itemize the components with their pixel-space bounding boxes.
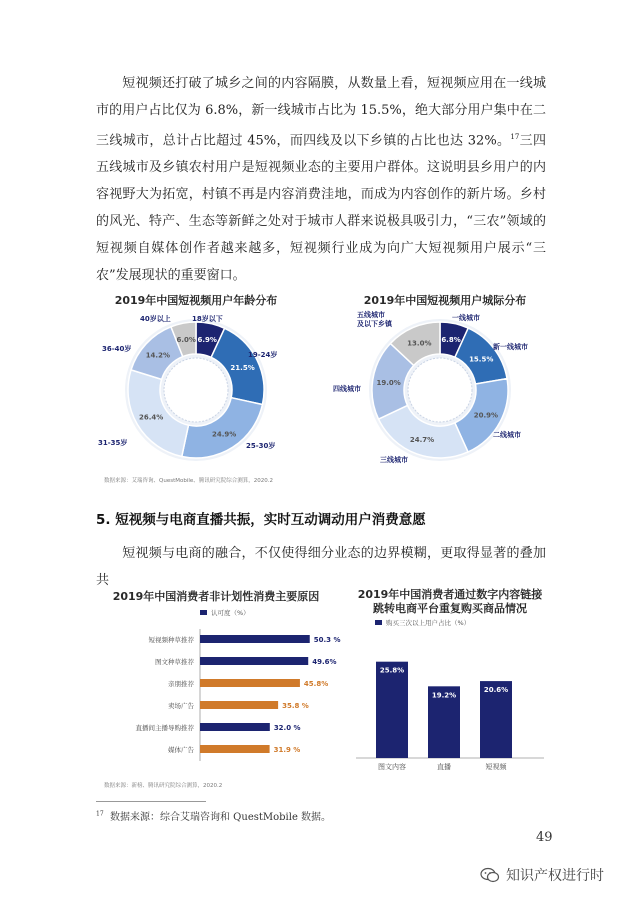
slice-value-label: 14.2%: [145, 351, 170, 360]
slice-value-label: 26.4%: [138, 413, 164, 422]
slice-value-label: 21.5%: [230, 363, 255, 372]
category-label: 40岁以上: [140, 315, 171, 323]
category-label: 四线城市: [333, 385, 361, 393]
reason-bar: [200, 723, 270, 731]
age-chart-title: 2019年中国短视频用户年龄分布: [114, 294, 278, 307]
legend-swatch: [375, 620, 382, 625]
repurchase-category-label: 短视频: [485, 763, 507, 771]
reason-value-label: 50.3 %: [313, 636, 341, 644]
reasons-bar-chart: [96, 625, 341, 770]
reason-category-label: 短视频种草推荐: [148, 636, 194, 644]
slice-value-label: 24.9%: [212, 430, 237, 439]
slice-value-label: 24.7%: [409, 435, 435, 444]
paragraph-ecommerce: 短视频与电商的融合，不仅使得细分业态的边界模糊，更取得显著的叠加共: [96, 546, 546, 588]
reason-category-label: 卖场广告: [168, 702, 194, 710]
category-label: 25-30岁: [246, 442, 276, 450]
reason-category-label: 媒体广告: [168, 746, 194, 754]
reason-value-label: 35.8 %: [282, 702, 309, 710]
repurchase-chart-title: 2019年中国消费者通过数字内容链接 跳转电商平台重复购买商品情况: [357, 588, 543, 615]
donut-center: [413, 363, 467, 417]
reasons-chart-source: 数据来源：新榜、腾讯研究院综合测算，2020.2: [104, 783, 223, 789]
age-chart-source: 数据来源：艾瑞咨询、QuestMobile、腾讯研究院综合测算，2020.2: [104, 478, 274, 484]
section-heading: 5. 短视频与电商直播共振，实时互动调动用户消费意愿: [96, 512, 426, 528]
repurchase-value-label: 25.8%: [379, 666, 405, 675]
category-label: 新一线城市: [493, 343, 528, 351]
reason-value-label: 32.0 %: [273, 724, 301, 732]
repurchase-bar-chart: [350, 630, 550, 775]
reason-value-label: 49.6%: [312, 658, 337, 666]
repurchase-bar: [376, 662, 408, 758]
reason-value-label: 45.8%: [303, 680, 329, 688]
footnote: $^{17}$ 数据来源：综合艾瑞咨询和 QuestMobile 数据。: [96, 810, 332, 823]
repurchase-category-label: 图文内容: [378, 763, 406, 771]
age-donut-chart: [96, 305, 296, 470]
slice-value-label: 19.0%: [376, 378, 401, 387]
slice-value-label: 13.0%: [407, 339, 432, 348]
repurchase-value-label: 20.6%: [483, 686, 509, 695]
reasons-chart-title: 2019年中国消费者非计划性消费主要原因: [112, 590, 320, 603]
reason-bar: [200, 679, 300, 687]
category-label: 三线城市: [380, 456, 408, 464]
repurchase-legend: 购买三次以上用户占比（%）: [375, 618, 470, 627]
reason-bar: [200, 635, 310, 643]
category-label: 36-40岁: [102, 345, 132, 353]
wechat-icon: [480, 867, 500, 883]
reason-bar: [200, 745, 270, 753]
reason-bar: [200, 657, 308, 665]
slice-value-label: 6.9%: [197, 336, 217, 345]
paragraph-city-rural: 短视频还打破了城乡之间的内容隔膜，从数量上看，短视频应用在一线城市的用户占比仅为 6.8%，新一线城市占比为 15.5%，绝大部分用户集中在二三线城市，总计占比超过 45%，而四线及以下乡镇的占比也达 32%。$^{17}$三四五线城市及乡镇农村用户是短视频业态的主要用户群体。这说明县乡用户的内容视野大为拓宽，村镇不再是内容消费洼地，而成为内容创作的新片场。乡村的风光、特产、生态等新鲜之处对于城市人群来说极具吸引力，“三农”领域的短视频自媒体创作者越来越多，短视频行业成为向广大短视频用户展示“三农”发展现状的重要窗口。: [96, 76, 546, 284]
category-label: 19-24岁: [248, 351, 278, 359]
repurchase-category-label: 直播: [437, 763, 451, 771]
wechat-watermark: 知识产权进行时: [480, 865, 604, 885]
reason-value-label: 31.9 %: [273, 746, 301, 754]
reason-category-label: 亲朋推荐: [168, 680, 194, 688]
legend-swatch: [200, 610, 207, 615]
category-label: 一线城市: [452, 314, 480, 322]
slice-value-label: 6.8%: [441, 336, 461, 345]
reason-category-label: 图文种草推荐: [155, 658, 194, 666]
category-label: 18岁以下: [192, 315, 223, 323]
reason-bar: [200, 701, 278, 709]
footnote-divider: [96, 801, 206, 802]
page-number: 49: [536, 830, 553, 845]
category-label: 及以下乡镇: [357, 320, 392, 328]
city-chart-title: 2019年中国短视频用户城际分布: [363, 294, 527, 307]
donut-center: [169, 363, 223, 417]
reasons-legend: 认可度（%）: [200, 608, 250, 617]
repurchase-value-label: 19.2%: [431, 691, 457, 700]
category-label: 五线城市: [357, 311, 385, 319]
slice-value-label: 20.9%: [473, 411, 499, 420]
slice-value-label: 15.5%: [469, 355, 494, 364]
reason-category-label: 直播间主播导购推荐: [135, 724, 194, 732]
slice-value-label: 6.0%: [176, 335, 196, 344]
city-donut-chart: [325, 305, 555, 470]
category-label: 二线城市: [493, 431, 521, 439]
category-label: 31-35岁: [98, 439, 128, 447]
